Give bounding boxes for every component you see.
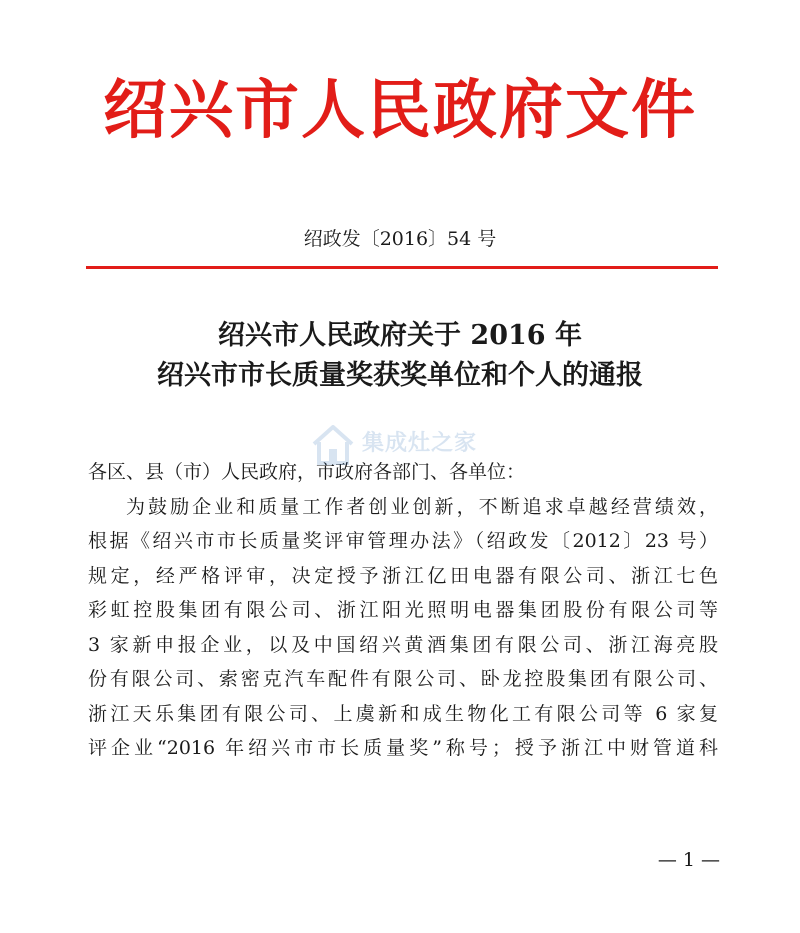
document-title [0, 316, 800, 396]
document-body [88, 455, 718, 766]
body-line: 3 家新申报企业，以及中国绍兴黄酒集团有限公司、浙江海亮股 [88, 633, 718, 656]
page-number: — 1 — [657, 849, 720, 871]
body-line: 为鼓励企业和质量工作者创业创新，不断追求卓越经营绩效， [126, 495, 718, 518]
red-divider [86, 266, 718, 269]
document-number: 绍政发〔2016〕54 号 [303, 228, 497, 250]
watermark [310, 416, 520, 476]
body-line: 根据《绍兴市市长质量奖评审管理办法》（绍政发〔2012〕23 号） [88, 530, 718, 552]
body-line: 彩虹控股集团有限公司、浙江阳光照明电器集团股份有限公司等 [88, 599, 718, 621]
body-line: 份有限公司、索密克汽车配件有限公司、卧龙控股集团有限公司、 [88, 668, 718, 690]
body-line: 规定，经严格评审，决定授予浙江亿田电器有限公司、浙江七色 [88, 564, 718, 587]
body-line: 评企业“2016 年绍兴市市长质量奖”称号；授予浙江中财管道科 [88, 737, 718, 759]
title-line-1: 绍兴市人民政府关于 2016 年 [218, 320, 582, 351]
house-logo-icon [310, 422, 356, 468]
title-line-2: 绍兴市市长质量奖获奖单位和个人的通报 [157, 360, 643, 391]
masthead-title: 绍兴市人民政府文件 [103, 74, 697, 148]
body-line: 浙江天乐集团有限公司、上虞新和成生物化工有限公司等 6 家复 [88, 702, 718, 725]
watermark-text: 集成灶之家 [362, 431, 478, 456]
salutation: 各区、县（市）人民政府，市政府各部门、各单位： [88, 461, 526, 483]
